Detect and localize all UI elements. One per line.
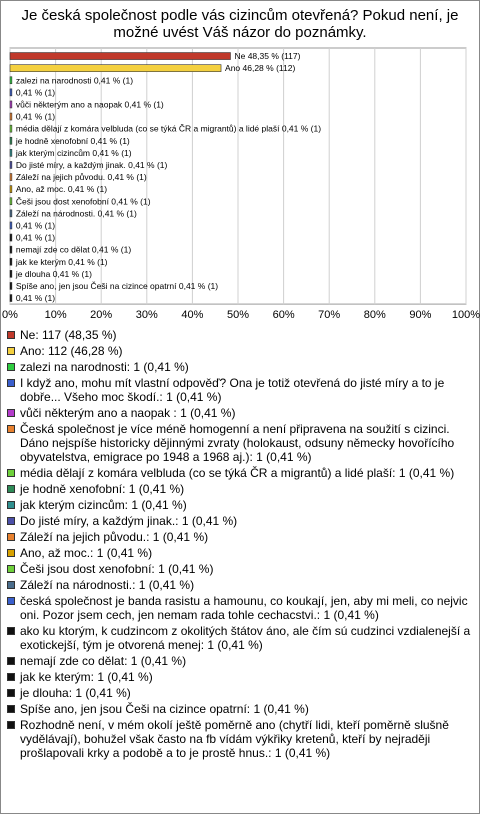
legend-label: Záleží na jejich původu.: 1 (0,41 %) (20, 530, 209, 544)
bar-label: je hodně xenofobní 0,41 % (1) (15, 135, 130, 146)
bar (10, 137, 12, 144)
bar (10, 89, 12, 96)
legend-swatch (7, 673, 15, 681)
bar (10, 53, 230, 60)
legend-item (6, 686, 472, 700)
x-tick-label: 50% (226, 309, 250, 322)
bar-label: jak ke kterým 0,41 % (1) (15, 256, 108, 267)
bar (10, 77, 12, 84)
legend-label: zalezi na narodnosti: 1 (0,41 %) (20, 360, 189, 374)
bar-label: Ne 48,35 % (117) (234, 51, 301, 62)
bar (10, 234, 12, 241)
legend-label: média dělají z komára velbluda (co se týká ČR a migrantů) a lidé plaší: 1 (0,41 %) (20, 466, 455, 480)
x-tick-label: 90% (409, 309, 432, 322)
legend-label: Ano: 112 (46,28 %) (20, 344, 123, 358)
legend-swatch (7, 379, 15, 387)
legend-label: jak ke kterým: 1 (0,41 %) (20, 670, 153, 684)
x-tick-label: 30% (135, 309, 158, 322)
legend-item (6, 562, 472, 576)
bar-label: 0,41 % (1) (15, 232, 56, 243)
legend-label: vůči některým ano a naopak : 1 (0,41 %) (20, 406, 236, 420)
legend-item (6, 466, 472, 480)
bar-label: Češi jsou dost xenofobní 0,41 % (1) (15, 196, 151, 207)
bar (10, 161, 12, 168)
legend-swatch (7, 597, 15, 605)
bar-label: jak kterým cizincům 0,41 % (1) (15, 147, 132, 158)
legend-item (6, 376, 472, 404)
legend-swatch (7, 517, 15, 525)
bar (10, 270, 12, 277)
legend-swatch (7, 533, 15, 541)
legend-label: Rozhodně není, v mém okolí ještě poměrně ano (chytří lidi, kteří poměrně slušně vydělávají), bohužel však často na fb vídám výkřiky kretenů, kteří by nejraději prošlapovali krky a podobě a to je prostě hnus.: 1 (0,41 %) (20, 718, 449, 760)
legend-swatch (7, 501, 15, 509)
legend (6, 328, 472, 762)
legend-label: Záleží na národnosti.: 1 (0,41 %) (20, 578, 195, 592)
bar-label: nemají zde co dělat 0,41 % (1) (15, 244, 132, 255)
legend-item (6, 422, 472, 464)
x-tick-label: 60% (272, 309, 295, 322)
legend-swatch (7, 469, 15, 477)
legend-label: I když ano, mohu mít vlastní odpověď? Ona je totiž otevřená do jisté míry a to je dobře... Všeho moc škodí.: 1 (0,41 %) (20, 376, 445, 404)
chart-title: Je česká společnost podle vás cizincům otevřená? Pokud není, je možné uvést Váš názor do poznámky. (21, 7, 459, 41)
legend-item (6, 546, 472, 560)
legend-item (6, 702, 472, 716)
legend-swatch (7, 565, 15, 573)
legend-swatch (7, 331, 15, 339)
bar (10, 210, 12, 217)
bar (10, 65, 221, 72)
x-tick-label: 70% (318, 309, 341, 322)
legend-item (6, 654, 472, 668)
bar (10, 174, 12, 181)
bar-label: Záleží na jejich původu. 0,41 % (1) (15, 172, 147, 183)
legend-item (6, 406, 472, 420)
legend-swatch (7, 363, 15, 371)
bar-label: Spíše ano, jen jsou Češi na cizince opatrní 0,41 % (1) (15, 280, 219, 291)
x-tick-label: 20% (90, 309, 113, 322)
legend-label: Ne: 117 (48,35 %) (20, 328, 117, 342)
bar (10, 295, 12, 302)
legend-swatch (7, 581, 15, 589)
legend-swatch (7, 657, 15, 665)
bar-label: Záleží na národnosti. 0,41 % (1) (15, 208, 137, 219)
bar-label: Do jisté míry, a každým jinak. 0,41 % (1) (15, 159, 168, 170)
legend-item (6, 344, 472, 358)
bar (10, 101, 12, 108)
bar-label: 0,41 % (1) (15, 111, 56, 122)
bar (10, 186, 12, 193)
bar (10, 113, 12, 120)
legend-swatch (7, 549, 15, 557)
bar (10, 149, 12, 156)
bar (10, 198, 12, 205)
legend-item (6, 578, 472, 592)
legend-swatch (7, 347, 15, 355)
bar-label: 0,41 % (1) (15, 293, 56, 304)
legend-label: ako ku ktorým, k cudzincom z okolitých štátov áno, ale čím sú cudzinci vzdialenejší a exotickejší, tým je otvorená menej: 1 (0,41 %) (20, 624, 471, 652)
x-tick-label: 0% (2, 309, 18, 322)
legend-item (6, 360, 472, 374)
legend-label: je dlouha: 1 (0,41 %) (20, 686, 131, 700)
bar-label: vůči některým ano a naopak 0,41 % (1) (15, 99, 164, 110)
legend-item (6, 594, 472, 622)
legend-item (6, 670, 472, 684)
legend-item (6, 514, 472, 528)
legend-swatch (7, 425, 15, 433)
legend-label: Spíše ano, jen jsou Češi na cizince opatrní: 1 (0,41 %) (20, 702, 309, 716)
bar-label: Ano, až moc. 0,41 % (1) (15, 184, 108, 195)
bar-label: média dělají z komára velbluda (co se týká ČR a migrantů) a lidé plaší 0,41 % (1) (15, 123, 322, 134)
bar-chart (0, 0, 480, 330)
bar-label: Ano 46,28 % (112) (225, 63, 296, 74)
legend-label: je hodně xenofobní: 1 (0,41 %) (20, 482, 185, 496)
bar (10, 246, 12, 253)
bar-label: zalezi na narodnosti 0,41 % (1) (15, 75, 134, 86)
legend-swatch (7, 721, 15, 729)
legend-item (6, 482, 472, 496)
bar (10, 258, 12, 265)
legend-swatch (7, 689, 15, 697)
legend-item (6, 498, 472, 512)
bar (10, 222, 12, 229)
legend-item (6, 624, 472, 652)
bar (10, 125, 12, 132)
legend-item (6, 718, 472, 760)
legend-swatch (7, 705, 15, 713)
legend-label: Češi jsou dost xenofobní: 1 (0,41 %) (20, 562, 214, 576)
bar (10, 282, 12, 289)
x-tick-label: 10% (44, 309, 67, 322)
legend-swatch (7, 485, 15, 493)
legend-label: Česká společnost je více méně homogenní a není připravena na soužití s cizinci. Dáno nejspíše historicky dějinnými zvraty (holokaust, odsuny německy hovořícího obyvatelstva, emigrace po 1948 a 1968 aj.): 1 (0,41 %) (20, 422, 455, 464)
legend-label: Do jisté míry, a každým jinak.: 1 (0,41 %) (20, 514, 238, 528)
legend-label: jak kterým cizincům: 1 (0,41 %) (20, 498, 187, 512)
legend-label: česká společnost je banda rasistu a hamounu, co koukají, jen, aby mi meli, co nejvic oni. Pozor jsem cech, jen nemam rada tohle cechacstvi.: 1 (0,41 %) (20, 594, 468, 622)
legend-swatch (7, 627, 15, 635)
legend-item (6, 328, 472, 342)
legend-label: Ano, až moc.: 1 (0,41 %) (20, 546, 153, 560)
x-tick-label: 40% (181, 309, 204, 322)
bar-label: 0,41 % (1) (15, 87, 56, 98)
legend-swatch (7, 409, 15, 417)
x-tick-label: 100% (451, 309, 480, 322)
legend-item (6, 530, 472, 544)
x-tick-label: 80% (363, 309, 386, 322)
bar-label: 0,41 % (1) (15, 220, 56, 231)
bar-label: je dlouha 0,41 % (1) (15, 268, 92, 279)
legend-label: nemají zde co dělat: 1 (0,41 %) (20, 654, 187, 668)
